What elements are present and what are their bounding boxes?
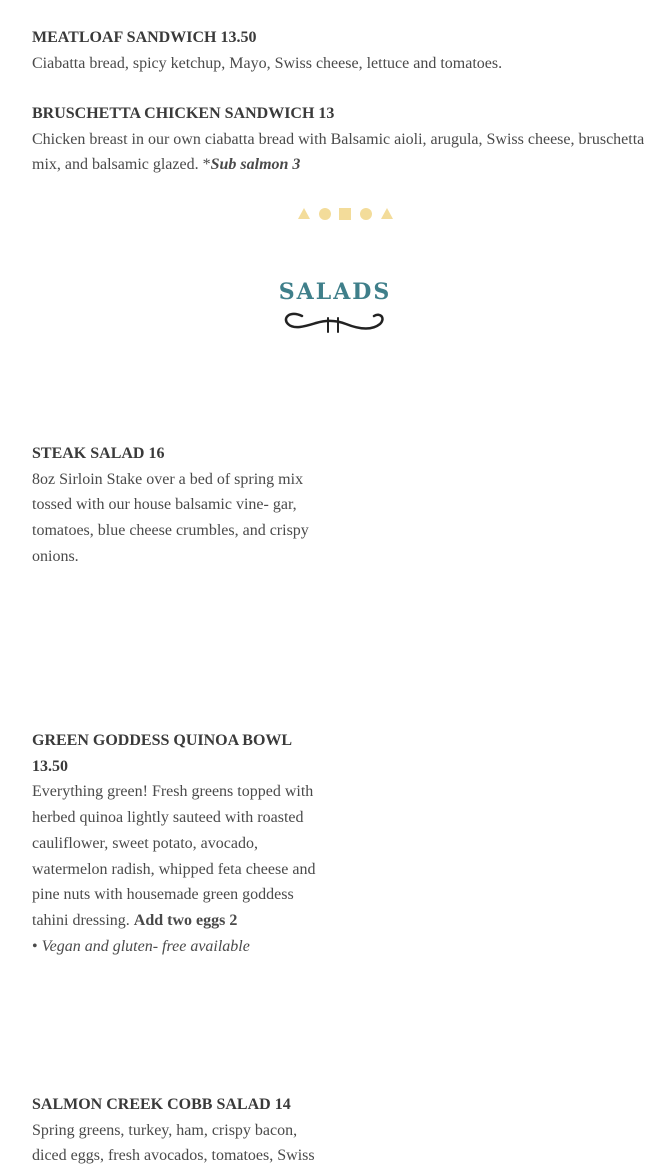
item-name: SALMON CREEK COBB SALAD 14: [32, 1096, 291, 1113]
bullet: •: [32, 937, 42, 955]
item-name: GREEN GODDESS QUINOA BOWL 13.50: [32, 732, 292, 775]
item-note: [32, 934, 322, 960]
triangle-icon: [298, 208, 310, 219]
section-divider: [0, 206, 670, 222]
item-name: STEAK SALAD 16: [32, 445, 165, 462]
section-heading-salads: [0, 278, 670, 338]
circle-icon: [319, 208, 331, 220]
menu-item-bruschetta-chicken-sandwich: [32, 101, 652, 178]
item-name: MEATLOAF SANDWICH 13.50: [32, 29, 257, 46]
menu-item-salmon-creek-cobb-salad: [32, 1092, 322, 1167]
item-note-text: Vegan and gluten- free available: [41, 937, 250, 955]
square-icon: [339, 208, 351, 220]
item-name: BRUSCHETTA CHICKEN SANDWICH 13: [32, 105, 335, 122]
item-description: 8oz Sirloin Stake over a bed of spring mix tossed with our house balsamic vine- gar, tomatoes, blue cheese crumbles, and crispy onions.: [32, 470, 309, 565]
item-description-text: Everything green! Fresh greens topped with herbed quinoa lightly sauteed with roasted cauliflower, sweet potato, avocado, watermelon radish, whipped feta cheese and pine nuts with housemade green goddess tahini dressing.: [32, 783, 316, 929]
circle-icon: [360, 208, 372, 220]
section-title: SALADS: [278, 279, 392, 305]
triangle-icon: [381, 208, 393, 219]
item-addon: Add two eggs 2: [133, 911, 238, 929]
item-description: [32, 779, 322, 933]
item-description: [32, 127, 652, 178]
item-description: Ciabatta bread, spicy ketchup, Mayo, Swiss cheese, lettuce and tomatoes.: [32, 54, 503, 72]
item-addon: Sub salmon 3: [210, 156, 301, 174]
item-description: Spring greens, turkey, ham, crispy bacon, diced eggs, fresh avocados, tomatoes, Swiss: [32, 1121, 315, 1165]
menu-item-green-goddess-quinoa-bowl: [32, 728, 322, 959]
menu-item-meatloaf-sandwich: [32, 25, 652, 76]
item-description-text: Chicken breast in our own ciabatta bread with Balsamic aioli, arugula, Swiss cheese, bruschetta mix, and balsamic glazed. *: [32, 130, 645, 174]
menu-item-steak-salad: [32, 441, 322, 570]
scroll-flourish-icon: [280, 306, 390, 338]
